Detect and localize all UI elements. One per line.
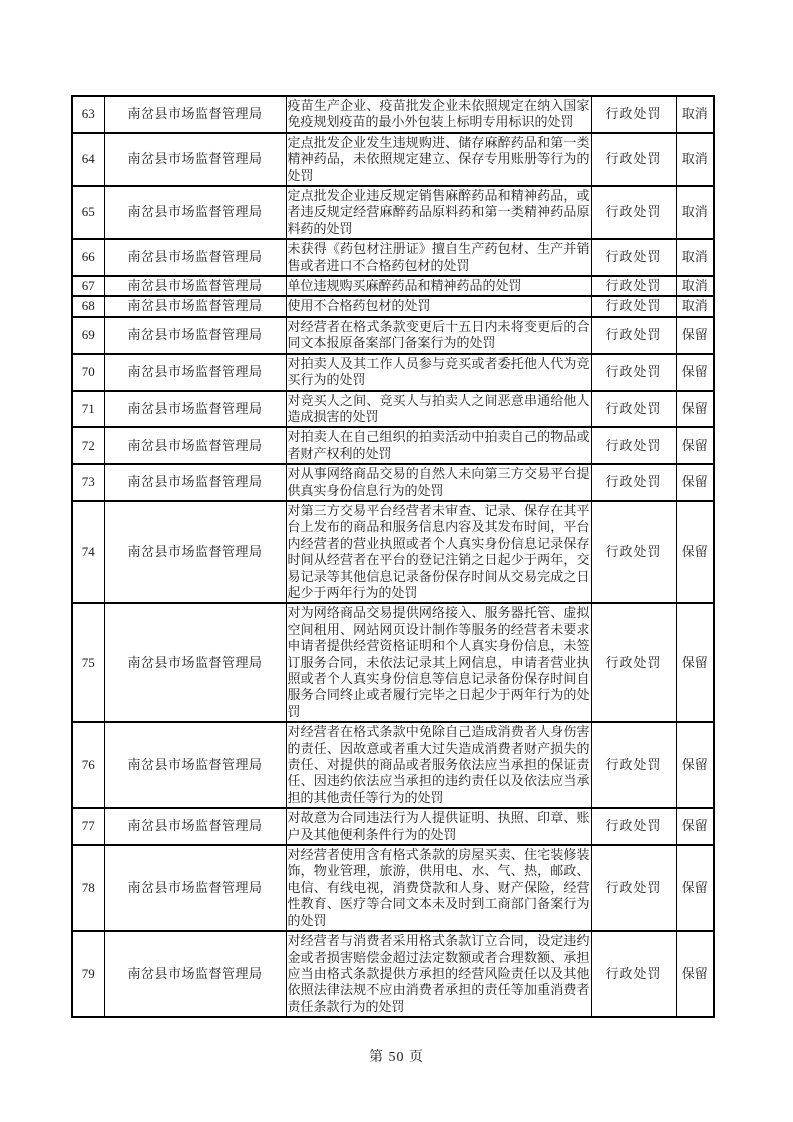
penalty-item: 单位违规购买麻醉药品和精神药品的处罚 <box>286 276 591 296</box>
status-value: 保留 <box>676 427 714 464</box>
penalty-item: 定点批发企业违反规定销售麻醉药品和精神药品，或者违反规定经营麻醉药品原料药和第一类精神药品原料药的处罚 <box>286 186 591 239</box>
row-number: 73 <box>72 464 104 501</box>
row-number: 64 <box>72 133 104 186</box>
row-number: 72 <box>72 427 104 464</box>
table-row <box>72 722 714 808</box>
penalty-category: 行政处罚 <box>591 722 676 808</box>
table-row <box>72 186 714 239</box>
row-number: 76 <box>72 722 104 808</box>
table-row <box>72 808 714 845</box>
table-row <box>72 133 714 186</box>
table-row <box>72 276 714 296</box>
row-number: 78 <box>72 845 104 931</box>
penalty-category: 行政处罚 <box>591 239 676 276</box>
agency-name: 南岔县市场监督管理局 <box>104 808 286 845</box>
penalty-item: 对拍卖人及其工作人员参与竞买或者委托他人代为竞买行为的处罚 <box>286 354 591 391</box>
penalty-item: 对从事网络商品交易的自然人未向第三方交易平台提供真实身份信息行为的处罚 <box>286 464 591 501</box>
table-row <box>72 354 714 391</box>
penalty-table <box>71 95 715 1018</box>
status-value: 取消 <box>676 133 714 186</box>
penalty-category: 行政处罚 <box>591 317 676 354</box>
agency-name: 南岔县市场监督管理局 <box>104 603 286 722</box>
agency-name: 南岔县市场监督管理局 <box>104 391 286 428</box>
table-row <box>72 464 714 501</box>
status-value: 保留 <box>676 722 714 808</box>
status-value: 取消 <box>676 276 714 296</box>
table-row <box>72 296 714 316</box>
agency-name: 南岔县市场监督管理局 <box>104 354 286 391</box>
penalty-item: 对经营者与消费者采用格式条款订立合同，设定违约金或者损害赔偿金超过法定数额或者合理数额、承担应当由格式条款提供方承担的经营风险责任以及其他依照法律法规不应由消费者承担的责任等加重消费者责任条款行为的处罚 <box>286 931 591 1017</box>
status-value: 保留 <box>676 845 714 931</box>
penalty-category: 行政处罚 <box>591 464 676 501</box>
agency-name: 南岔县市场监督管理局 <box>104 722 286 808</box>
status-value: 取消 <box>676 96 714 133</box>
agency-name: 南岔县市场监督管理局 <box>104 133 286 186</box>
row-number: 71 <box>72 391 104 428</box>
table-row <box>72 845 714 931</box>
row-number: 63 <box>72 96 104 133</box>
row-number: 74 <box>72 501 104 603</box>
status-value: 保留 <box>676 501 714 603</box>
penalty-item: 对经营者使用含有格式条款的房屋买卖、住宅装修装饰，物业管理，旅游，供用电、水、气、热，邮政、电信、有线电视，消费贷款和人身、财产保险，经营性教育、医疗等合同文本未及时到工商部门备案行为的处罚 <box>286 845 591 931</box>
penalty-category: 行政处罚 <box>591 96 676 133</box>
penalty-category: 行政处罚 <box>591 354 676 391</box>
row-number: 66 <box>72 239 104 276</box>
agency-name: 南岔县市场监督管理局 <box>104 296 286 316</box>
penalty-category: 行政处罚 <box>591 808 676 845</box>
table-row <box>72 391 714 428</box>
penalty-category: 行政处罚 <box>591 603 676 722</box>
table-row <box>72 603 714 722</box>
agency-name: 南岔县市场监督管理局 <box>104 427 286 464</box>
agency-name: 南岔县市场监督管理局 <box>104 96 286 133</box>
table-row <box>72 501 714 603</box>
penalty-category: 行政处罚 <box>591 931 676 1017</box>
penalty-category: 行政处罚 <box>591 501 676 603</box>
status-value: 取消 <box>676 296 714 316</box>
row-number: 67 <box>72 276 104 296</box>
table-row <box>72 931 714 1017</box>
agency-name: 南岔县市场监督管理局 <box>104 317 286 354</box>
status-value: 保留 <box>676 354 714 391</box>
penalty-category: 行政处罚 <box>591 276 676 296</box>
penalty-item: 定点批发企业发生违规购进、储存麻醉药品和第一类精神药品，未依照规定建立、保存专用账册等行为的处罚 <box>286 133 591 186</box>
table-row <box>72 427 714 464</box>
row-number: 77 <box>72 808 104 845</box>
status-value: 保留 <box>676 317 714 354</box>
penalty-item: 对拍卖人在自己组织的拍卖活动中拍卖自己的物品或者财产权利的处罚 <box>286 427 591 464</box>
penalty-item: 对经营者在格式条款变更后十五日内未将变更后的合同文本报原备案部门备案行为的处罚 <box>286 317 591 354</box>
table-row <box>72 239 714 276</box>
penalty-category: 行政处罚 <box>591 845 676 931</box>
agency-name: 南岔县市场监督管理局 <box>104 276 286 296</box>
agency-name: 南岔县市场监督管理局 <box>104 931 286 1017</box>
agency-name: 南岔县市场监督管理局 <box>104 186 286 239</box>
penalty-item: 使用不合格药包材的处罚 <box>286 296 591 316</box>
penalty-item: 未获得《药包材注册证》擅自生产药包材、生产并销售或者进口不合格药包材的处罚 <box>286 239 591 276</box>
penalty-category: 行政处罚 <box>591 133 676 186</box>
status-value: 保留 <box>676 391 714 428</box>
row-number: 70 <box>72 354 104 391</box>
status-value: 保留 <box>676 931 714 1017</box>
penalty-category: 行政处罚 <box>591 296 676 316</box>
agency-name: 南岔县市场监督管理局 <box>104 501 286 603</box>
penalty-category: 行政处罚 <box>591 186 676 239</box>
agency-name: 南岔县市场监督管理局 <box>104 845 286 931</box>
penalty-item: 对故意为合同违法行为人提供证明、执照、印章、账户及其他便利条件行为的处罚 <box>286 808 591 845</box>
status-value: 取消 <box>676 186 714 239</box>
table-row <box>72 96 714 133</box>
penalty-item: 疫苗生产企业、疫苗批发企业未依照规定在纳入国家免疫规划疫苗的最小外包装上标明专用标识的处罚 <box>286 96 591 133</box>
agency-name: 南岔县市场监督管理局 <box>104 239 286 276</box>
penalty-category: 行政处罚 <box>591 427 676 464</box>
penalty-category: 行政处罚 <box>591 391 676 428</box>
row-number: 68 <box>72 296 104 316</box>
status-value: 保留 <box>676 808 714 845</box>
agency-name: 南岔县市场监督管理局 <box>104 464 286 501</box>
row-number: 75 <box>72 603 104 722</box>
table-row <box>72 317 714 354</box>
row-number: 79 <box>72 931 104 1017</box>
status-value: 保留 <box>676 603 714 722</box>
penalty-item: 对竞买人之间、竞买人与拍卖人之间恶意串通给他人造成损害的处罚 <box>286 391 591 428</box>
page-number: 第 50 页 <box>369 1050 424 1065</box>
penalty-item: 对为网络商品交易提供网络接入、服务器托管、虚拟空间租用、网站网页设计制作等服务的经营者未要求申请者提供经营资格证明和个人真实身份信息，未签订服务合同，未依法记录其上网信息，申请者营业执照或者个人真实身份信息等信息记录备份保存时间自服务合同终止或者履行完毕之日起少于两年行为的处罚 <box>286 603 591 722</box>
status-value: 保留 <box>676 464 714 501</box>
row-number: 65 <box>72 186 104 239</box>
penalty-item: 对经营者在格式条款中免除自己造成消费者人身伤害的责任、因故意或者重大过失造成消费者财产损失的责任、对提供的商品或者服务依法应当承担的保证责任、因违约依法应当承担的违约责任以及依法应当承担的其他责任等行为的处罚 <box>286 722 591 808</box>
penalty-item: 对第三方交易平台经营者未审查、记录、保存在其平台上发布的商品和服务信息内容及其发布时间，平台内经营者的营业执照或者个人真实身份信息记录保存时间从经营者在平台的登记注销之日起少于两年，交易记录等其他信息记录备份保存时间从交易完成之日起少于两年行为的处罚 <box>286 501 591 603</box>
status-value: 取消 <box>676 239 714 276</box>
row-number: 69 <box>72 317 104 354</box>
